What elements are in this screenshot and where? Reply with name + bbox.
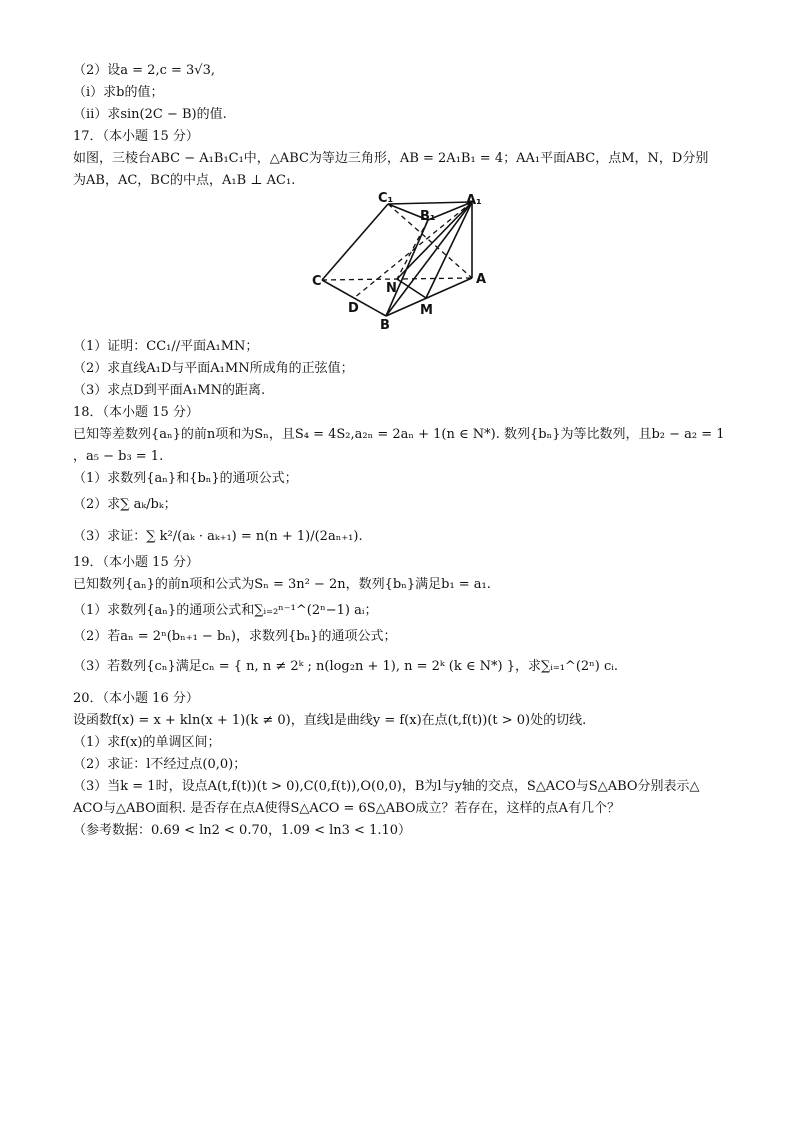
- q18-part1: （1）求数列{aₙ}和{bₙ}的通项公式；: [73, 471, 298, 486]
- label-a1: A₁: [466, 193, 482, 208]
- label-b1: B₁: [420, 209, 436, 224]
- q20-reference: （参考数据：0.69 < ln2 < 0.70，1.09 < ln3 < 1.10）: [73, 823, 412, 838]
- q19-part3: （3）若数列{cₙ}满足cₙ = { n, n ≠ 2ᵏ ; n(log₂n + 1), n = 2ᵏ (k ∈ N*) }，求∑ᵢ₌₁^(2ⁿ) cᵢ.: [73, 659, 619, 674]
- q20-part1: （1）求f(x)的单调区间；: [73, 735, 221, 750]
- label-c: C: [312, 274, 322, 289]
- q16-part2-ii: （ⅱ）求sin(2C − B)的值.: [73, 107, 227, 122]
- q17-part1: （1）证明：CC₁//平面A₁MN；: [73, 339, 259, 354]
- q17-heading: 17．（本小题 15 分）: [73, 129, 199, 144]
- q17-part3: （3）求点D到平面A₁MN的距离.: [73, 383, 266, 398]
- q20-statement: 设函数f(x) = x + kln(x + 1)(k ≠ 0)，直线l是曲线y = f(x)在点(t,f(t))(t > 0)处的切线.: [73, 713, 587, 728]
- edge-c-c1: [322, 204, 388, 280]
- q16-part2: （2）设a = 2,c = 3√3,: [73, 63, 215, 78]
- q20-part2: （2）求证：l不经过点(0,0)；: [73, 757, 247, 772]
- segment-b1-n-hidden: [397, 220, 428, 279]
- label-c1: C₁: [378, 191, 394, 206]
- q19-statement: 已知数列{aₙ}的前n项和公式为Sₙ = 3n² − 2n，数列{bₙ}满足b₁ = a₁.: [73, 577, 491, 592]
- frustum-figure: [300, 190, 500, 330]
- q17-statement-line1: 如图，三棱台ABC − A₁B₁C₁中，△ABC为等边三角形，AB = 2A₁B₁ = 4；AA₁平面ABC，点M，N，D分别: [73, 151, 709, 166]
- label-b: B: [380, 318, 390, 330]
- q20-part3-line1: （3）当k = 1时，设点A(t,f(t))(t > 0),C(0,f(t)),O(0,0)，B为l与y轴的交点，S△ACO与S△ABO分别表示△: [73, 779, 700, 794]
- q18-heading: 18．（本小题 15 分）: [73, 405, 199, 420]
- q20-part3-line2: ACO与△ABO面积. 是否存在点A使得S△ACO = 6S△ABO成立？若存在，这样的点A有几个？: [73, 801, 620, 816]
- q20-heading: 20．（本小题 16 分）: [73, 691, 199, 706]
- label-a: A: [476, 272, 487, 287]
- segment-a1-d-hidden: [354, 202, 472, 298]
- label-d: D: [348, 301, 359, 316]
- label-m: M: [420, 303, 433, 318]
- q19-part2: （2）若aₙ = 2ⁿ(bₙ₊₁ − bₙ)，求数列{bₙ}的通项公式；: [73, 629, 397, 644]
- q18-statement-line1: 已知等差数列{aₙ}的前n项和为Sₙ，且S₄ = 4S₂,a₂ₙ = 2aₙ + 1(n ∈ N*). 数列{bₙ}为等比数列，且b₂ − a₂ = 1: [73, 427, 725, 442]
- edge-c1-a1: [388, 202, 472, 204]
- q18-statement-line2: ，a₅ − b₃ = 1.: [73, 449, 164, 464]
- q19-heading: 19．（本小题 15 分）: [73, 555, 199, 570]
- q18-part3: （3）求证：∑ k²/(aₖ · aₖ₊₁) = n(n + 1)/(2aₙ₊₁).: [73, 529, 363, 544]
- label-n: N: [386, 281, 397, 296]
- q17-part2: （2）求直线A₁D与平面A₁MN所成角的正弦值；: [73, 361, 354, 376]
- q19-part1: （1）求数列{aₙ}的通项公式和∑ᵢ₌₂ⁿ⁻¹^(2ⁿ−1) aᵢ；: [73, 603, 378, 618]
- q18-part2: （2）求∑ aₖ/bₖ；: [73, 497, 177, 512]
- q17-statement-line2: 为AB，AC，BC的中点，A₁B ⊥ AC₁.: [73, 173, 296, 188]
- q16-part2-i: （ⅰ）求b的值；: [73, 85, 164, 100]
